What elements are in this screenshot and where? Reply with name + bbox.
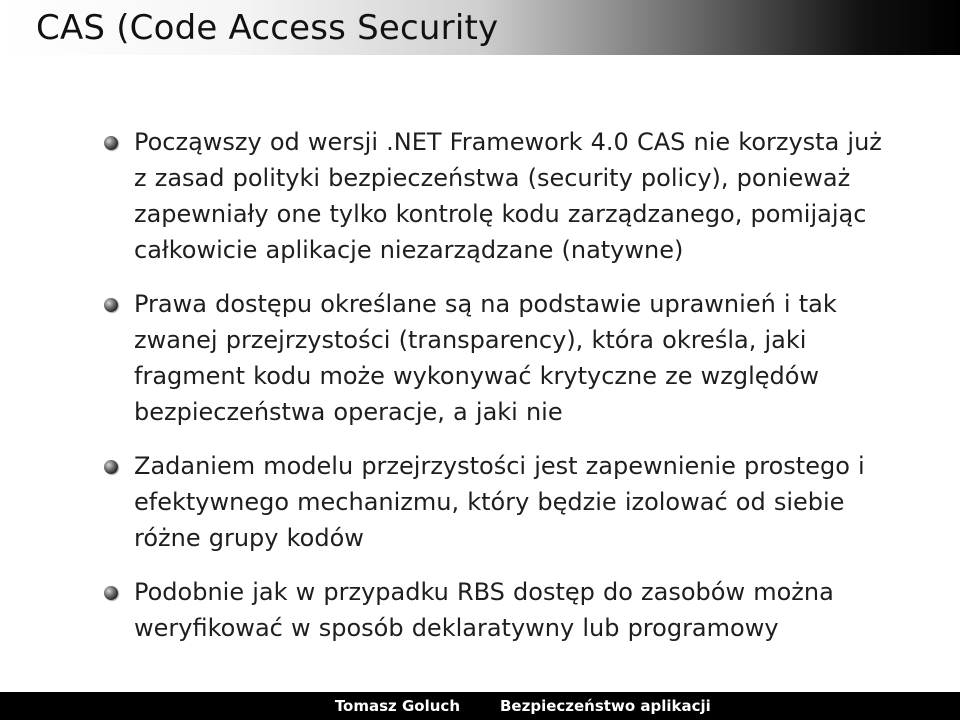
slide-content	[100, 124, 900, 646]
bullet-item	[100, 448, 900, 556]
slide-header	[0, 0, 960, 55]
footer-author: Tomasz Goluch	[0, 692, 480, 720]
bullet-item	[100, 286, 900, 430]
bullet-text: Począwszy od wersji .NET Framework 4.0 CAS nie korzysta już z zasad polityki bezpieczeństwa (security policy), ponieważ zapewniały one tylko kontrolę kodu zarządzanego, pomijając całkowicie aplikacje niezarządzane (natywne)	[134, 128, 882, 264]
bullet-item	[100, 124, 900, 268]
bullet-text: Zadaniem modelu przejrzystości jest zapewnienie prostego i efektywnego mechanizmu, który będzie izolować od siebie różne grupy kodów	[134, 452, 865, 552]
slide-title: CAS (Code Access Security	[36, 8, 499, 48]
bullet-text: Podobnie jak w przypadku RBS dostęp do zasobów można weryfikować w sposób deklaratywny lub programowy	[134, 578, 834, 642]
ball-bullet-icon	[104, 136, 118, 150]
ball-bullet-icon	[104, 460, 118, 474]
footer-topic: Bezpieczeństwo aplikacji	[480, 692, 960, 720]
bullet-text: Prawa dostępu określane są na podstawie uprawnień i tak zwanej przejrzystości (transparency), która określa, jaki fragment kodu może wykonywać krytyczne ze względów bezpieczeństwa operacje, a jaki nie	[134, 290, 837, 426]
slide-footer	[0, 692, 960, 720]
bullet-item	[100, 574, 900, 646]
ball-bullet-icon	[104, 586, 118, 600]
ball-bullet-icon	[104, 298, 118, 312]
